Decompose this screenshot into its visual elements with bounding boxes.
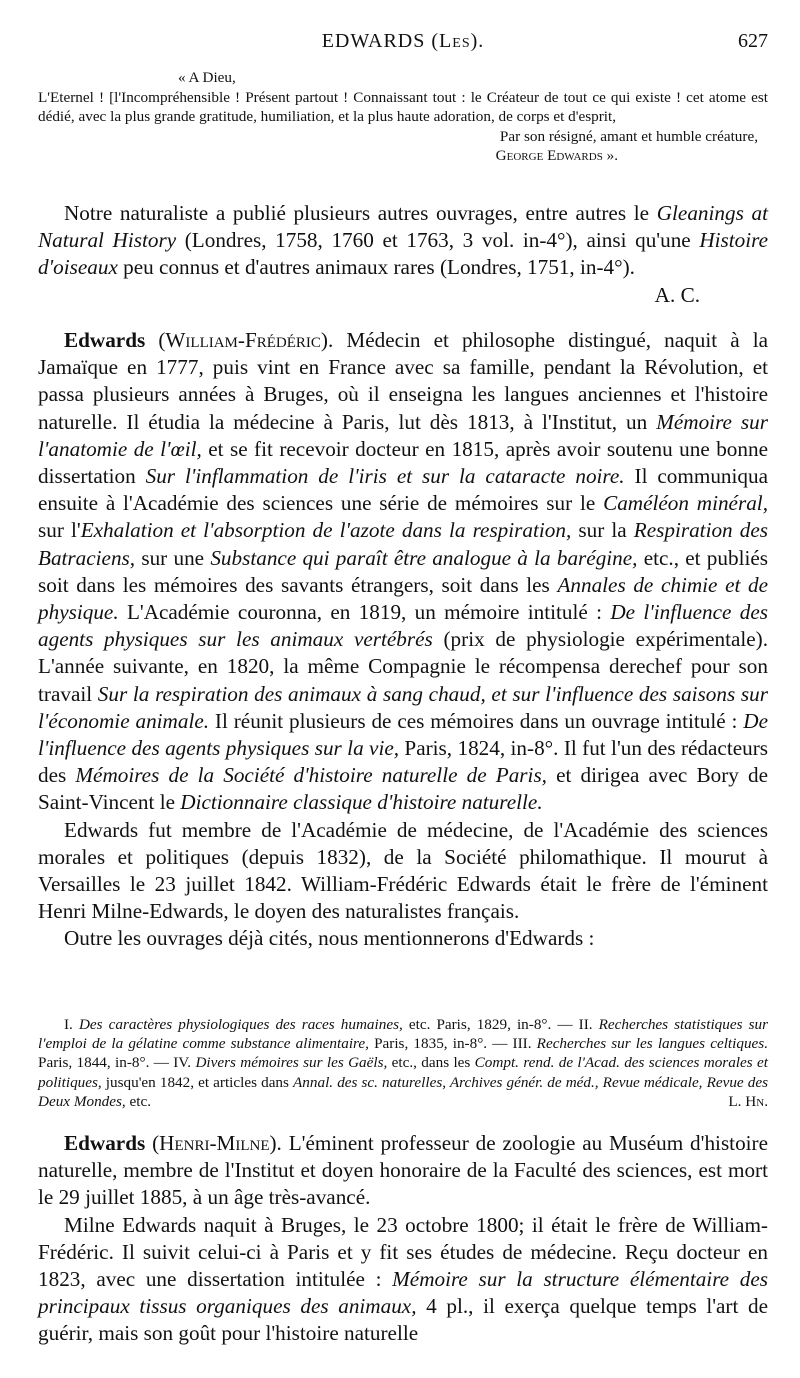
paragraph-other-works xyxy=(38,200,768,309)
title-gleanings: Gleanings at Natural History xyxy=(38,201,768,253)
bibliography-text: I. Des caractères physiologiques des races humaines, etc. Paris, 1829, in-8°. — II. Recherches statistiques sur l'emploi de la gélatine comme substance alimentaire, Paris, 1835, in-8°. — III. Recherches sur les langues celtiques. Paris, 1844, in-8°. — IV. Divers mémoires sur les Gaëls, etc., dans les Compt. rend. de l'Acad. des sciences morales et politiques, jusqu'en 1842, et articles dans Annal. des sc. naturelles, Archives génér. de méd., Revue médicale, Revue des Deux Mondes, etc. L. Hn. xyxy=(38,1016,768,1110)
william-paragraph-1: Edwards (William-Frédéric). Médecin et philosophe distingué, naquit à la Jamaïque en 1777, puis vint en France avec sa famille, pendant la Révolution, et passa plusieurs années à Bruges, où il enseigna les langues anciennes et l'histoire naturelle. Il étudia la médecine à Paris, lut dès 1813, à l'Institut, un Mémoire sur l'anatomie de l'œil, et se fit recevoir docteur en 1815, après avoir soutenu une bonne dissertation Sur l'inflammation de l'iris et sur la cataracte noire. Il communiqua ensuite à l'Académie des sciences une série de mémoires sur le Caméléon minéral, sur l'Exhalation et l'absorption de l'azote dans la respiration, sur la Respiration des Batraciens, sur une Substance qui paraît être analogue à la barégine, etc., et publiés soit dans les mémoires des savants étrangers, soit dans les Annales de chimie et de physique. L'Académie couronna, en 1819, un mémoire intitulé : De l'influence des agents physiques sur les animaux vertébrés (prix de physiologie expérimentale). L'année suivante, en 1820, la même Compagnie le récompensa derechef pour son travail Sur la respiration des animaux à sang chaud, et sur l'influence des saisons sur l'économie animale. Il réunit plusieurs de ces mémoires dans un ouvrage intitulé : De l'influence des agents physiques sur la vie, Paris, 1824, in-8°. Il fut l'un des rédacteurs des Mémoires de la Société d'histoire naturelle de Paris, et dirigea avec Bory de Saint-Vincent le Dictionnaire classique d'histoire naturelle. xyxy=(38,328,769,815)
entry-headword-henri: Edwards xyxy=(64,1131,146,1155)
entry-william-frederic xyxy=(38,327,768,953)
quote-opening: « A Dieu, xyxy=(178,69,236,86)
page-number: 627 xyxy=(738,30,768,52)
signature-ac: A. C. xyxy=(654,282,700,307)
henri-paragraph-2: Milne Edwards naquit à Bruges, le 23 octobre 1800; il était le frère de William-Frédéric. Il suivit celui-ci à Paris et y fit ses études de médecine. Reçu docteur en 1823, avec une dissertation intitulée : Mémoire sur la structure élémentaire des principaux tissus organiques des animaux, 4 pl., il exerça quelque temps l'art de guérir, mais son goût pour l'histoire naturelle xyxy=(38,1212,768,1346)
running-title xyxy=(38,30,768,53)
william-paragraph-2: Edwards fut membre de l'Académie de médecine, de l'Académie des sciences morales et politiques (depuis 1832), de la Société philomathique. Il mourut à Versailles le 23 juillet 1842. William-Frédéric Edwards était le frère de l'éminent Henri Milne-Edwards, le doyen des naturalistes français. xyxy=(38,817,768,924)
william-paragraph-3: Outre les ouvrages déjà cités, nous mentionnerons d'Edwards : xyxy=(64,926,595,951)
page-header xyxy=(38,30,768,56)
henri-paragraph-1: Edwards (Henri-Milne). L'éminent professeur de zoologie au Muséum d'histoire naturelle, membre de l'Institut et doyen honoraire de la Faculté des sciences, est mort le 29 juillet 1885, à un âge très-avancé. xyxy=(38,1131,769,1210)
quote-body: L'Eternel ! [l'Incompréhensible ! Présent partout ! Connaissant tout : le Créateur de tout ce qui existe ! cet atome est dédié, avec la plus grande gratitude, humiliation, et la plus haute adoration, de corps et d'esprit, xyxy=(38,88,768,125)
quote-signature: Par son résigné, amant et humble créature, xyxy=(499,127,758,145)
entry-given-names-henri: (Henri-Milne). xyxy=(152,1131,282,1155)
entry-henri-milne xyxy=(38,1130,768,1348)
running-title-smallcaps: Les xyxy=(439,30,471,52)
quote-author: George Edwards ». xyxy=(495,147,618,164)
title-histoire-oiseaux: Histoire d'oiseaux xyxy=(38,228,768,280)
entry-given-names: (William-Frédéric). xyxy=(158,328,334,352)
running-title-end: ). xyxy=(470,30,485,52)
entry-headword: Edwards xyxy=(64,328,146,352)
signature-lhn: L. Hn. xyxy=(728,1092,768,1110)
running-title-main: EDWARDS ( xyxy=(321,30,440,52)
bibliography-note xyxy=(38,1015,768,1111)
other-works-text: Notre naturaliste a publié plusieurs autres ouvrages, entre autres le Gleanings at Natural History (Londres, 1758, 1760 et 1763, 3 vol. in-4°), ainsi qu'une Histoire d'oiseaux peu connus et d'autres animaux rares (Londres, 1751, in-4°). xyxy=(38,201,768,280)
dedication-quote xyxy=(38,68,768,166)
